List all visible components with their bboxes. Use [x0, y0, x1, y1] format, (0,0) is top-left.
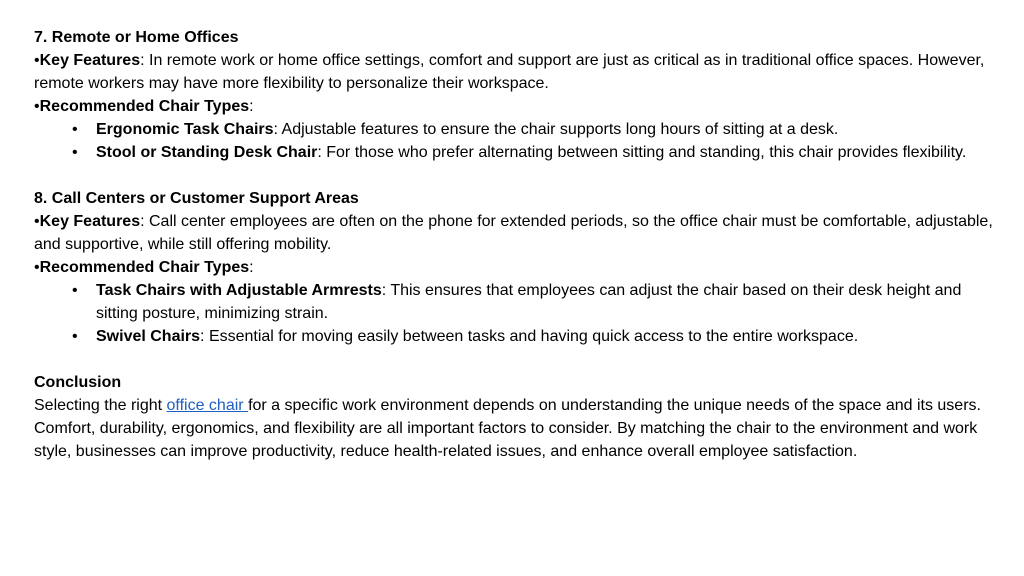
bullet: •	[72, 144, 78, 161]
item-text: : Essential for moving easily between tasks and having quick access to the entire workspace.	[200, 328, 859, 345]
key-features-text: : Call center employees are often on the phone for extended periods, so the office chair must be comfortable, adjustable, and supportive, while still offering mobility.	[34, 213, 993, 253]
conclusion-text-before: Selecting the right	[34, 397, 167, 414]
section-conclusion	[34, 371, 994, 463]
item-label: Task Chairs with Adjustable Armrests	[96, 282, 382, 299]
document-body	[34, 26, 994, 463]
conclusion-text-after: for a specific work environment depends on understanding the unique needs of the space and its users. Comfort, durability, ergonomics, and flexibility are all important factors to consider. By matching the chair to the environment and work style, businesses can improve productivity, reduce health-related issues, and enhance overall employee satisfaction.	[34, 397, 981, 460]
bullet: •	[72, 121, 78, 138]
bullet: •	[34, 259, 40, 276]
recommended-chairs-paragraph	[34, 256, 994, 279]
item-label: Swivel Chairs	[96, 328, 201, 345]
bullet: •	[34, 213, 40, 230]
section-call-centers	[34, 187, 994, 348]
key-features-label: Key Features	[39, 213, 141, 230]
item-label: Ergonomic Task Chairs	[96, 121, 274, 138]
key-features-text: : In remote work or home office settings, comfort and support are just as critical as in traditional office spaces. However, remote workers may have more flexibility to personalize their workspace.	[34, 52, 985, 92]
section-remote-offices	[34, 26, 994, 164]
office-chair-link[interactable]: office chair	[166, 397, 249, 414]
key-features-label: Key Features	[39, 52, 141, 69]
colon: :	[249, 259, 254, 276]
bullet: •	[72, 282, 78, 299]
spacer	[34, 348, 994, 371]
item-text: : For those who prefer alternating between sitting and standing, this chair provides flexibility.	[317, 144, 967, 161]
item-text: : Adjustable features to ensure the chair supports long hours of sitting at a desk.	[273, 121, 839, 138]
bullet: •	[34, 98, 40, 115]
key-features-paragraph	[34, 210, 994, 256]
list-item	[34, 141, 994, 164]
item-label: Stool or Standing Desk Chair	[96, 144, 318, 161]
spacer	[34, 164, 994, 187]
section-heading: 8. Call Centers or Customer Support Areas	[34, 190, 359, 207]
recommended-chairs-label: Recommended Chair Types	[39, 259, 250, 276]
list-item	[34, 118, 994, 141]
list-item	[34, 325, 994, 348]
key-features-paragraph	[34, 49, 994, 95]
section-heading: 7. Remote or Home Offices	[34, 29, 239, 46]
list-item	[34, 279, 994, 325]
colon: :	[249, 98, 254, 115]
recommended-chairs-label: Recommended Chair Types	[39, 98, 250, 115]
recommended-chairs-paragraph	[34, 95, 994, 118]
bullet: •	[72, 328, 78, 345]
conclusion-heading: Conclusion	[34, 374, 122, 391]
item-text: : This ensures that employees can adjust the chair based on their desk height and sitting posture, minimizing strain.	[96, 282, 962, 322]
conclusion-paragraph	[34, 394, 994, 463]
bullet: •	[34, 52, 40, 69]
